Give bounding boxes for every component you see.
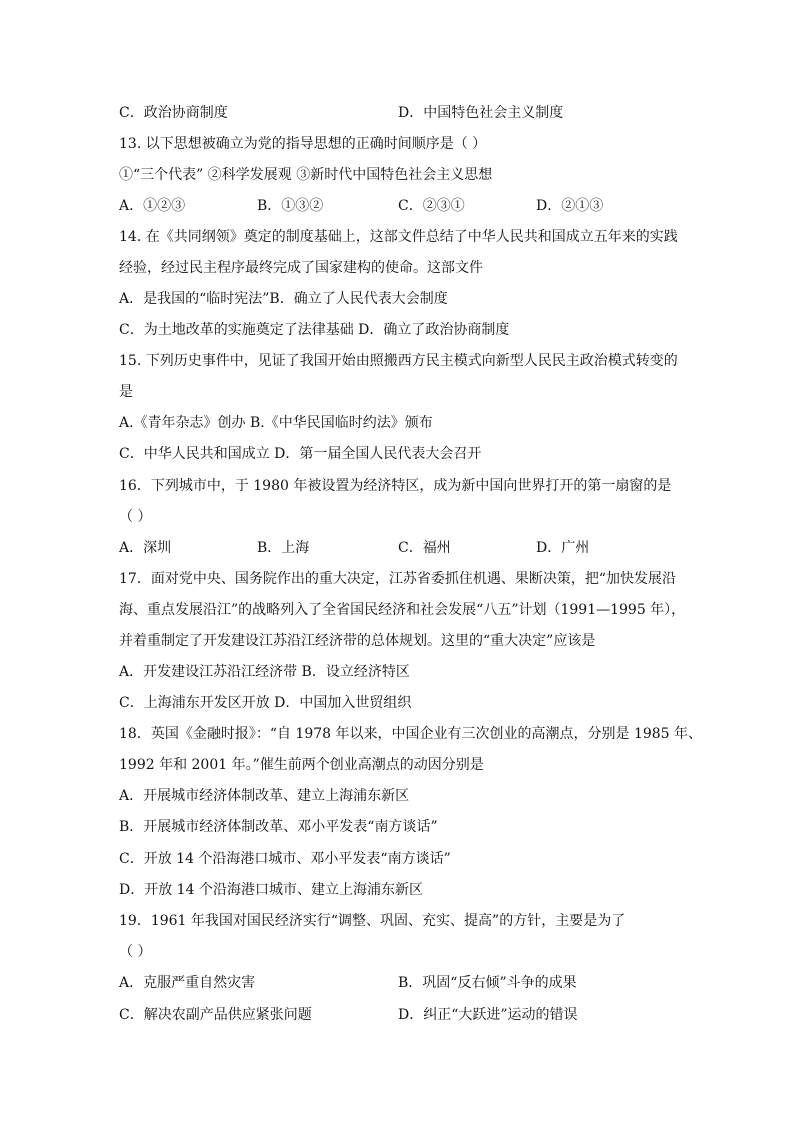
- question-18-stem-line1: 18．英国《金融时报》：“自 1978 年以来，中国企业有三次创业的高潮点，分别是 1985 年、: [119, 726, 703, 742]
- option-19c: C．解决农副产品供应紧张问题: [119, 1007, 312, 1023]
- options-15cd: C．中华人民共和国成立 D．第一届全国人民代表大会召开: [119, 446, 482, 462]
- option-18a: A．开展城市经济体制改革、建立上海浦东新区: [119, 788, 410, 804]
- option-19a: A．克服严重自然灾害: [119, 975, 256, 991]
- question-17-stem-line2: 海、重点发展沿江”的战略列入了全省国民经济和社会发展“八五”计划（1991—1995 年），: [119, 602, 686, 618]
- question-17-stem-line3: 并着重制定了开发建设江苏沿江经济带的总体规划。这里的“重大决定”应该是: [119, 633, 596, 649]
- question-16-stem-line1: 16．下列城市中，于 1980 年被设置为经济特区，成为新中国向世界打开的第一扇窗的是: [119, 478, 672, 494]
- option-16d: D．广州: [536, 540, 590, 556]
- options-17ab: A．开发建设江苏沿江经济带 B．设立经济特区: [119, 664, 410, 680]
- question-19-stem-line2: （ ）: [119, 944, 152, 960]
- options-17cd: C．上海浦东开发区开放 D．中国加入世贸组织: [119, 695, 412, 711]
- question-13-items: ①“三个代表” ②科学发展观 ③新时代中国特色社会主义思想: [119, 167, 493, 183]
- option-18b: B．开展城市经济体制改革、邓小平发表“南方谈话”: [119, 819, 438, 835]
- option-18c: C．开放 14 个沿海港口城市、邓小平发表“南方谈话”: [119, 851, 451, 867]
- question-14-stem-line2: 经验，经过民主程序最终完成了国家建构的使命。这部文件: [119, 260, 483, 276]
- option-18d: D．开放 14 个沿海港口城市、建立上海浦东新区: [119, 882, 423, 898]
- option-19b: B．巩固“反右倾”斗争的成果: [398, 975, 577, 991]
- question-18-stem-line2: 1992 年和 2001 年。”催生前两个创业高潮点的动因分别是: [119, 757, 484, 773]
- option-16b: B．上海: [257, 540, 310, 556]
- question-14-stem-line1: 14. 在《共同纲领》奠定的制度基础上，这部文件总结了中华人民共和国成立五年来的实践: [119, 229, 678, 245]
- question-15-stem-line1: 15. 下列历史事件中，见证了我国开始由照搬西方民主模式向新型人民民主政治模式转变的: [119, 353, 678, 369]
- options-15ab: A.《青年杂志》创办 B.《中华民国临时约法》颁布: [119, 415, 433, 431]
- option-13c: C．②③①: [398, 198, 465, 214]
- option-19d: D．纠正“大跃进”运动的错误: [398, 1007, 578, 1023]
- question-19-stem-line1: 19．1961 年我国对国民经济实行“调整、巩固、充实、提高”的方针，主要是为了: [119, 913, 626, 929]
- option-13b: B．①③②: [257, 198, 324, 214]
- options-14cd: C．为土地改革的实施奠定了法律基础 D．确立了政治协商制度: [119, 322, 510, 338]
- question-13-stem: 13. 以下思想被确立为党的指导思想的正确时间顺序是（ ）: [119, 136, 487, 152]
- option-13a: A．①②③: [119, 198, 186, 214]
- option-16a: A．深圳: [119, 540, 172, 556]
- option-12c: C．政治协商制度: [119, 105, 228, 121]
- option-16c: C．福州: [398, 540, 451, 556]
- question-17-stem-line1: 17．面对党中央、国务院作出的重大决定，江苏省委抓住机遇、果断决策，把“加快发展沿: [119, 571, 676, 587]
- option-13d: D．②①③: [536, 198, 604, 214]
- option-12d: D．中国特色社会主义制度: [398, 105, 564, 121]
- question-15-stem-line2: 是: [119, 384, 133, 400]
- question-16-stem-line2: （ ）: [119, 509, 152, 525]
- options-14ab: A．是我国的“临时宪法”B．确立了人民代表大会制度: [119, 291, 448, 307]
